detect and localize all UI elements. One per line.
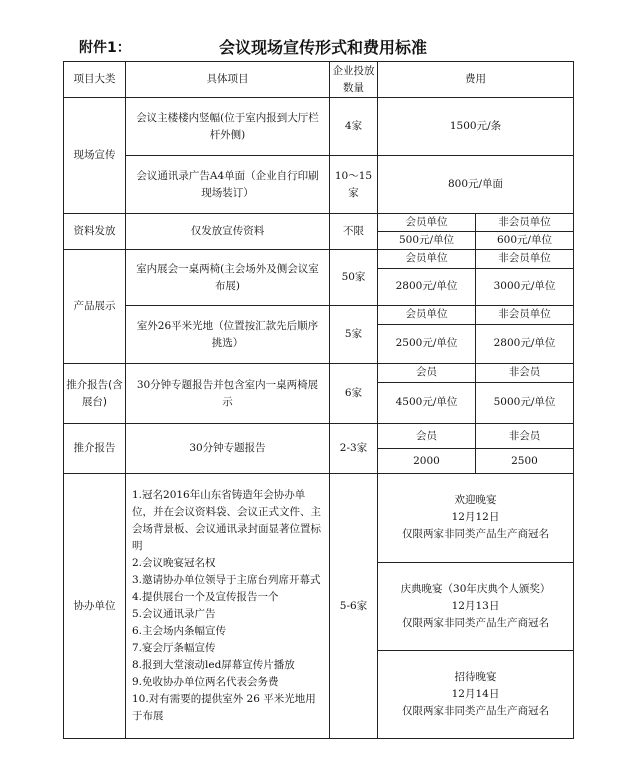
member-label: 会员单位	[405, 308, 448, 321]
item-cell: 室内展会一桌两椅(主会场外及侧会议室布展)	[126, 250, 330, 306]
price-grid	[378, 364, 574, 424]
banquet-date: 12月12日	[451, 511, 500, 524]
banquet-name: 招待晚宴	[454, 670, 497, 683]
member-price: 500元/单位	[378, 232, 476, 250]
member-price: 4500元/单位	[378, 382, 476, 423]
member-label: 会员	[416, 366, 437, 379]
col-header-category: 项目大类	[64, 62, 126, 98]
table-row	[64, 98, 574, 156]
item-cell: 仅发放宣传资料	[126, 214, 330, 250]
col-header-qty: 企业投放数量	[330, 62, 378, 98]
price-grid	[378, 424, 574, 474]
banquet-note: 仅限两家非同类产品生产商冠名	[402, 704, 549, 717]
item-cell: 30分钟专题报告并包含室内一桌两椅展示	[126, 364, 330, 424]
nonmember-price: 600元/单位	[476, 232, 574, 250]
nonmember-price: 5000元/单位	[476, 382, 574, 423]
category-report-booth: 推介报告(含展台)	[64, 364, 126, 424]
fee-table	[63, 61, 574, 739]
nonmember-price: 2800元/单位	[476, 324, 574, 363]
duty-item: 7.宴会厅条幅宣传	[132, 642, 216, 654]
qty-cell: 50家	[330, 250, 378, 306]
item-cell: 会议通讯录广告A4单面（企业自行印刷现场装订）	[126, 156, 330, 214]
category-cosponsor: 协办单位	[64, 474, 126, 739]
cosponsor-duties	[126, 474, 330, 739]
category-onsite: 现场宣传	[64, 98, 126, 214]
price-grid	[378, 306, 574, 364]
duty-item: 5.会议通讯录广告	[132, 608, 216, 620]
nonmember-label: 非会员单位	[476, 306, 574, 324]
banquet-note: 仅限两家非同类产品生产商冠名	[402, 528, 549, 541]
nonmember-price: 2500	[476, 449, 574, 474]
member-label: 会员单位	[405, 216, 448, 228]
banquet-name: 欢迎晚宴	[454, 494, 497, 507]
qty-cell: 6家	[330, 364, 378, 424]
col-header-item: 具体项目	[126, 62, 330, 98]
table-row	[64, 156, 574, 214]
qty-cell: 2-3家	[330, 424, 378, 474]
qty-cell: 10～15家	[330, 156, 378, 214]
member-price: 2000	[378, 449, 476, 474]
duty-item: 1.冠名2016年山东省铸造年会协办单位，并在会议资料袋、会议正式文件、主会场背景板、会议通讯录封面显著位置标明	[132, 489, 321, 552]
banquet-name: 庆典晚宴（30年庆典个人颁奖）	[400, 582, 551, 595]
duty-item: 2.会议晚宴冠名权	[132, 557, 216, 569]
col-header-fee: 费用	[378, 62, 574, 98]
nonmember-price: 3000元/单位	[476, 268, 574, 305]
table-row	[64, 214, 574, 250]
document-title: 会议现场宣传形式和费用标准	[219, 38, 428, 57]
duty-item: 9.免收协办单位两名代表会务费	[132, 676, 279, 688]
item-cell: 会议主楼楼内竖幅(位于室内报到大厅栏杆外侧)	[126, 98, 330, 156]
price-grid	[378, 250, 574, 306]
table-row	[64, 250, 574, 306]
fee-cell: 800元/单面	[378, 156, 574, 214]
banquet-list	[378, 474, 574, 739]
banquet-note: 仅限两家非同类产品生产商冠名	[402, 616, 549, 629]
qty-cell: 5-6家	[330, 474, 378, 739]
banquet-item	[378, 562, 573, 650]
nonmember-label: 非会员	[476, 424, 574, 449]
banquet-date: 12月13日	[451, 599, 500, 612]
category-products: 产品展示	[64, 250, 126, 364]
member-label: 会员	[416, 429, 437, 442]
duty-item: 3.邀请协办单位领导于主席台列席开幕式	[132, 574, 321, 586]
qty-cell: 4家	[330, 98, 378, 156]
duty-item: 4.提供展台一个及宣传报告一个	[132, 591, 279, 603]
fee-cell: 1500元/条	[378, 98, 574, 156]
member-label: 会员单位	[405, 252, 448, 265]
duty-item: 10.对有需要的提供室外 26 平米光地用于布展	[132, 693, 316, 722]
nonmember-label: 非会员单位	[476, 250, 574, 268]
item-cell: 室外26平米光地（位置按汇款先后顺序挑选）	[126, 306, 330, 364]
category-report: 推介报告	[64, 424, 126, 474]
table-row	[64, 424, 574, 474]
nonmember-label: 非会员单位	[476, 214, 574, 232]
item-cell: 30分钟专题报告	[126, 424, 330, 474]
qty-cell: 5家	[330, 306, 378, 364]
table-row	[64, 306, 574, 364]
price-grid	[378, 214, 574, 250]
duty-item: 6.主会场内条幅宣传	[132, 625, 227, 637]
qty-cell: 不限	[330, 214, 378, 250]
table-row	[64, 364, 574, 424]
banquet-item	[378, 474, 573, 562]
nonmember-label: 非会员	[476, 364, 574, 382]
member-price: 2500元/单位	[378, 324, 476, 363]
banquet-date: 12月14日	[451, 687, 500, 700]
table-row	[64, 474, 574, 739]
duty-item: 8.报到大堂滚动led屏幕宣传片播放	[132, 659, 295, 671]
attachment-label: 附件1：	[79, 40, 131, 56]
banquet-item	[378, 650, 573, 738]
member-price: 2800元/单位	[378, 268, 476, 305]
category-materials: 资料发放	[64, 214, 126, 250]
